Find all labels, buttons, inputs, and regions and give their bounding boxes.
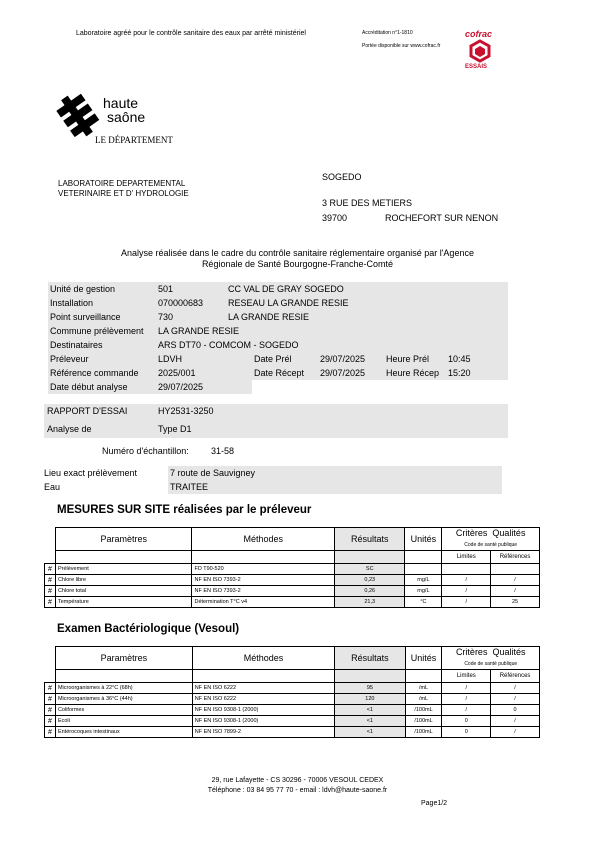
qualites-label: Qualités	[492, 647, 526, 657]
result-cell: 95	[335, 683, 405, 694]
portee-text: Portée disponible sur www.cofrac.fr	[362, 43, 441, 49]
unit-cell: /mL	[405, 694, 442, 705]
install-name: RESEAU LA GRANDE RESIE	[226, 296, 508, 310]
accreditation-mark: #	[45, 716, 56, 727]
method-cell: NF EN ISO 6222	[192, 694, 334, 705]
mesures-title: MESURES SUR SITE réalisées par le préleveur	[57, 504, 312, 516]
commune-value: LA GRANDE RESIE	[156, 324, 508, 338]
table-row	[45, 683, 540, 694]
limit-cell	[442, 564, 491, 575]
point-code: 730	[156, 310, 226, 324]
method-cell: NF EN ISO 9308-1 (2000)	[192, 705, 334, 716]
table-row	[45, 716, 540, 727]
col-parametres: Paramètres	[55, 647, 192, 670]
dest-label: Destinataires	[48, 338, 156, 352]
col-methodes: Méthodes	[192, 528, 335, 551]
reference-cell: /	[491, 575, 540, 586]
recipient-city: ROCHEFORT SUR NENON	[385, 213, 499, 223]
date-prel-label: Date Prél	[252, 352, 318, 366]
reference-cell: /	[491, 586, 540, 597]
eau-value-bg	[168, 480, 502, 494]
heure-recept-value: 15:20	[446, 366, 508, 380]
cofrac-essais-text: ESSAIS	[465, 64, 488, 70]
qualites-label: Qualités	[492, 528, 526, 538]
accreditation-mark: #	[45, 564, 56, 575]
accreditation-text: Accréditation n°1-1810	[362, 30, 413, 36]
method-cell: NF EN ISO 7393-2	[192, 575, 335, 586]
result-cell: 120	[335, 694, 405, 705]
accreditation-mark: #	[45, 705, 56, 716]
install-label: Installation	[48, 296, 156, 310]
unite-name: CC VAL DE GRAY SOGEDO	[226, 282, 508, 296]
echantillon-label: Numéro d'échantillon:	[102, 446, 189, 456]
limit-cell: /	[442, 575, 491, 586]
table-row	[45, 597, 540, 608]
table-row	[45, 694, 540, 705]
preleveur-value: LDVH	[156, 352, 226, 366]
col-methodes: Méthodes	[192, 647, 334, 670]
table-row	[45, 575, 540, 586]
method-cell: FD T90-520	[192, 564, 335, 575]
rapport-label: RAPPORT D'ESSAI	[47, 406, 128, 416]
unit-cell: mg/L	[405, 575, 442, 586]
ref-value: 2025/001	[156, 366, 226, 380]
method-cell: Détermination T°C v4	[192, 597, 335, 608]
commune-label: Commune prélèvement	[48, 324, 156, 338]
install-code: 070000683	[156, 296, 226, 310]
recipient-postcode: 39700	[322, 213, 348, 223]
param-cell: Microorganismes à 36°C (44h)	[55, 694, 192, 705]
footer-contact: Téléphone : 03 84 95 77 70 - email : ldvh@haute-saone.fr	[207, 787, 388, 794]
date-recept-label: Date Récept	[252, 366, 318, 380]
unite-label: Unité de gestion	[48, 282, 156, 296]
limit-cell: /	[442, 694, 491, 705]
result-cell: 21,3	[334, 597, 405, 608]
heure-prel-value: 10:45	[446, 352, 508, 366]
col-references: Références	[491, 551, 540, 564]
accreditation-mark: #	[45, 597, 56, 608]
lab-agree-text: Laboratoire agréé pour le contrôle sanitaire des eaux par arrêté ministériel	[76, 30, 306, 37]
cofrac-logo-text: cofrac	[465, 29, 493, 39]
eau-value: TRAITEE	[170, 482, 209, 492]
table-row	[45, 705, 540, 716]
result-cell: <1	[335, 716, 405, 727]
col-references: Références	[491, 670, 540, 683]
hs-logo-line1: haute	[103, 95, 139, 111]
lab-name-line2: VETERINAIRE ET D' HYDROLOGIE	[58, 189, 189, 198]
rapport-value: HY2531-3250	[158, 406, 214, 416]
param-cell: Température	[55, 597, 192, 608]
col-criteres-qualites	[442, 647, 540, 670]
unit-cell: mg/L	[405, 586, 442, 597]
intro-line1: Analyse réalisée dans le cadre du contrôle sanitaire réglementaire organisé par l'Agence	[121, 248, 474, 258]
param-cell: Prélèvement	[55, 564, 192, 575]
reference-cell: /	[491, 694, 540, 705]
reference-cell: /	[491, 727, 540, 738]
result-cell: 0,26	[334, 586, 405, 597]
heure-prel-label: Heure Prél	[384, 352, 446, 366]
echantillon-value: 31-58	[211, 446, 235, 456]
result-cell: 0,23	[334, 575, 405, 586]
reference-cell: 25	[491, 597, 540, 608]
cofrac-logo	[465, 28, 495, 70]
result-cell: <1	[335, 705, 405, 716]
sample-info-table	[48, 282, 508, 394]
point-name: LA GRANDE RESIE	[226, 310, 508, 324]
method-cell: NF EN ISO 7899-2	[192, 727, 334, 738]
param-cell: Chlore libre	[55, 575, 192, 586]
debut-value: 29/07/2025	[156, 380, 252, 394]
accreditation-mark: #	[45, 727, 56, 738]
preleveur-label: Préleveur	[48, 352, 156, 366]
criteres-label: Critères	[455, 647, 488, 657]
reference-cell: /	[491, 683, 540, 694]
unite-code: 501	[156, 282, 226, 296]
limit-cell: /	[442, 597, 491, 608]
bacterio-table	[44, 646, 540, 738]
accreditation-mark: #	[45, 575, 56, 586]
table-row	[45, 727, 540, 738]
unit-cell	[405, 564, 442, 575]
unit-cell: /100mL	[405, 705, 442, 716]
analyse-label: Analyse de	[47, 424, 92, 434]
result-cell: SC	[334, 564, 405, 575]
date-prel-value: 29/07/2025	[318, 352, 384, 366]
method-cell: NF EN ISO 6222	[192, 683, 334, 694]
bacterio-title: Examen Bactériologique (Vesoul)	[57, 623, 240, 635]
limit-cell: /	[442, 705, 491, 716]
eau-label: Eau	[44, 482, 61, 492]
date-recept-value: 29/07/2025	[318, 366, 384, 380]
analyse-value: Type D1	[158, 424, 192, 434]
table-row	[45, 586, 540, 597]
accreditation-mark: #	[45, 586, 56, 597]
col-limites: Limites	[442, 551, 491, 564]
limit-cell: 0	[442, 727, 491, 738]
hs-logo-line2: saône	[107, 109, 146, 125]
accreditation-mark: #	[45, 683, 56, 694]
haute-saone-logo	[55, 88, 180, 148]
col-resultats: Résultats	[335, 647, 405, 670]
mesures-table	[44, 527, 540, 608]
code-label: Code de santé publique	[464, 542, 518, 548]
param-cell: Microorganismes à 22°C (68h)	[55, 683, 192, 694]
reference-cell: /	[491, 716, 540, 727]
intro-line2: Régionale de Santé Bourgogne-Franche-Comté	[201, 259, 394, 269]
lieu-label: Lieu exact prélèvement	[44, 468, 138, 478]
col-limites: Limites	[442, 670, 491, 683]
debut-label: Date début analyse	[48, 380, 156, 394]
unit-cell: /100mL	[405, 727, 442, 738]
recipient-street: 3 RUE DES METIERS	[322, 198, 413, 208]
hs-logo-line3: LE DÉPARTEMENT	[95, 135, 173, 145]
heure-recept-label: Heure Récep	[384, 366, 446, 380]
table-row	[45, 564, 540, 575]
limit-cell: /	[442, 586, 491, 597]
unit-cell: °C	[405, 597, 442, 608]
page-number: Page1/2	[421, 800, 448, 807]
footer-address: 29, rue Lafayette - CS 30296 - 70006 VESOUL CEDEX	[211, 777, 384, 784]
code-label: Code de santé publique	[464, 661, 518, 667]
col-unites: Unités	[405, 647, 442, 670]
col-criteres-qualites	[442, 528, 540, 551]
method-cell: NF EN ISO 9308-1 (2000)	[192, 716, 334, 727]
param-cell: Ecoli	[55, 716, 192, 727]
lieu-value: 7 route de Sauvigney	[170, 468, 256, 478]
criteres-label: Critères	[455, 528, 488, 538]
unit-cell: /100mL	[405, 716, 442, 727]
unit-cell: /mL	[405, 683, 442, 694]
col-unites: Unités	[405, 528, 442, 551]
point-label: Point surveillance	[48, 310, 156, 324]
reference-cell: 0	[491, 705, 540, 716]
limit-cell: /	[442, 683, 491, 694]
col-parametres: Paramètres	[55, 528, 192, 551]
ref-label: Référence commande	[48, 366, 156, 380]
accreditation-mark: #	[45, 694, 56, 705]
lab-name-line1: LABORATOIRE DEPARTEMENTAL	[58, 179, 186, 188]
param-cell: Coliformes	[55, 705, 192, 716]
reference-cell	[491, 564, 540, 575]
param-cell: Chlore total	[55, 586, 192, 597]
limit-cell: 0	[442, 716, 491, 727]
result-cell: <1	[335, 727, 405, 738]
dest-value: ARS DT70 - COMCOM - SOGEDO	[156, 338, 508, 352]
method-cell: NF EN ISO 7393-2	[192, 586, 335, 597]
param-cell: Entérocoques intestinaux	[55, 727, 192, 738]
recipient-name: SOGEDO	[322, 172, 362, 182]
col-resultats: Résultats	[334, 528, 405, 551]
